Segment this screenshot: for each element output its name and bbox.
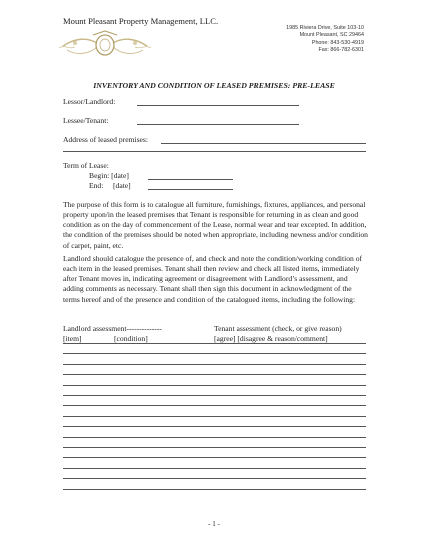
inventory-entry-line[interactable] bbox=[63, 343, 366, 344]
company-logo bbox=[55, 28, 155, 60]
address-line: Mount Pleasant, SC 29464 bbox=[299, 32, 364, 39]
address-line: Fax: 866-782-6301 bbox=[318, 47, 364, 54]
address-field-line[interactable] bbox=[161, 143, 366, 144]
lessee-field-line[interactable] bbox=[137, 124, 299, 125]
inventory-entry-line[interactable] bbox=[63, 478, 366, 479]
inventory-entry-line[interactable] bbox=[63, 353, 366, 354]
address-field-line-2[interactable] bbox=[63, 151, 366, 152]
inventory-entry-line[interactable] bbox=[63, 447, 366, 448]
lessee-label: Lessee/Tenant: bbox=[63, 116, 109, 125]
inventory-entry-line[interactable] bbox=[63, 457, 366, 458]
condition-column-label: [condition] bbox=[114, 334, 148, 343]
lessor-label: Lessor/Landlord: bbox=[63, 97, 116, 106]
begin-date-line[interactable] bbox=[148, 179, 233, 180]
inventory-entry-line[interactable] bbox=[63, 426, 366, 427]
end-date-label: [date] bbox=[113, 181, 131, 190]
inventory-entry-line[interactable] bbox=[63, 468, 366, 469]
begin-label: Begin: [date] bbox=[89, 171, 129, 180]
tenant-assessment-heading: Tenant assessment (check, or give reason) bbox=[214, 324, 342, 333]
term-label: Term of Lease: bbox=[63, 161, 109, 170]
end-date-line[interactable] bbox=[148, 189, 233, 190]
page-number: - 1 - bbox=[208, 520, 220, 528]
inventory-entry-line[interactable] bbox=[63, 437, 366, 438]
address-label: Address of leased premises: bbox=[63, 135, 148, 144]
inventory-entry-line[interactable] bbox=[63, 385, 366, 386]
company-name: Mount Pleasant Property Management, LLC. bbox=[63, 16, 219, 26]
company-address bbox=[286, 25, 364, 55]
address-line: 1985 Riviera Drive, Suite 103-10 bbox=[286, 25, 364, 31]
inventory-entry-line[interactable] bbox=[63, 364, 366, 365]
address-line: Phone: 843-530-4919 bbox=[311, 39, 364, 46]
landlord-assessment-heading: Landlord assessment-------------- bbox=[63, 324, 162, 333]
inventory-entry-line[interactable] bbox=[63, 405, 366, 406]
agree-column-label: [agree] [disagree & reason/comment] bbox=[214, 334, 328, 343]
lessor-field-line[interactable] bbox=[137, 105, 299, 106]
item-column-label: [item] bbox=[63, 334, 82, 343]
inventory-entry-line[interactable] bbox=[63, 489, 366, 490]
instructions-paragraph: Landlord should catalogue the presence of, and check and note the condition/working condition of each item in the leased premises. Tenant shall then review and check all listed items, immediately after Tenant moves in, indicating agreement or disagreement with Landlord’s assessment, and adding comments as necessary. Tenant shall then sign this document in acknowledgment of the terms hereof and of the presence and condition of the catalogued items, including the following: bbox=[63, 254, 363, 304]
document-title: INVENTORY AND CONDITION OF LEASED PREMISES: PRE-LEASE bbox=[93, 81, 335, 90]
inventory-entry-line[interactable] bbox=[63, 374, 366, 375]
inventory-entry-line[interactable] bbox=[63, 395, 366, 396]
inventory-entry-line[interactable] bbox=[63, 416, 366, 417]
purpose-paragraph: The purpose of this form is to catalogue all furniture, furnishings, fixtures, appliances, and personal property upon/in the leased premises that Tenant is responsible for returning in as clean and good condition as on the day of commencement of the Lease, normal wear and tear excepted. In addition, the condition of the premises should be noted when appropriate, including newness and/or condition of carpet, paint, etc. bbox=[63, 200, 368, 250]
end-label: End: bbox=[89, 181, 104, 190]
